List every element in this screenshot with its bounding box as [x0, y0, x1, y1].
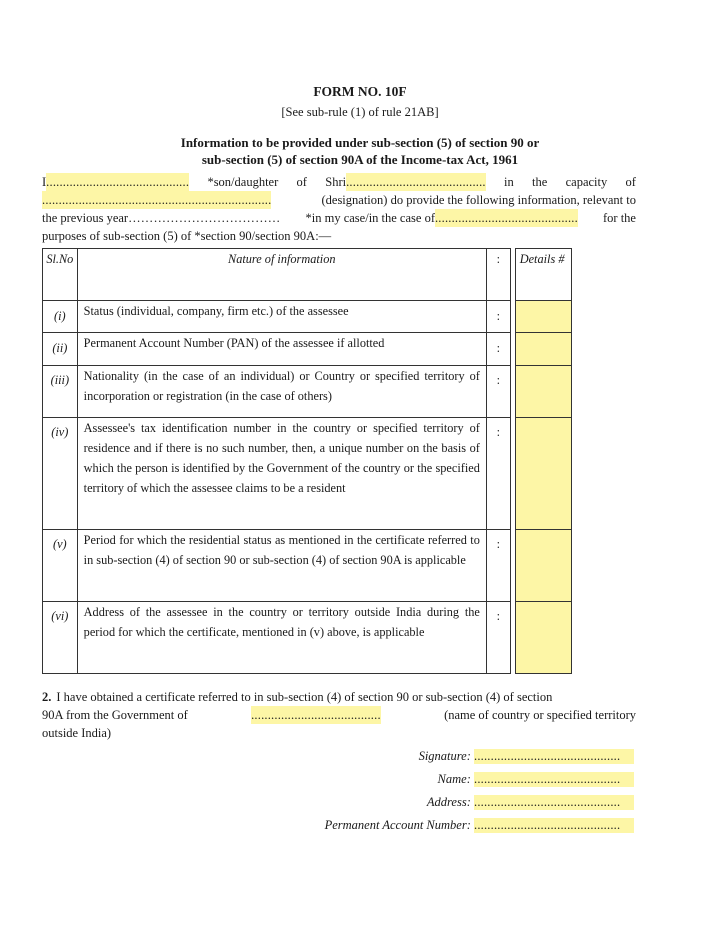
declaration-paragraph [42, 173, 636, 245]
address-field[interactable]: ............................................ [474, 795, 634, 810]
row-nature: Assessee's tax identification number in the country or specified territory of residence and if there is no such number, then, a unique number on the basis of which the person is identified by the Government of the country or the specified territory of which the assessee claims to be a resident [77, 418, 486, 530]
row-colon: : [486, 333, 510, 366]
pan-label: Permanent Account Number: [324, 818, 471, 832]
details-input[interactable] [515, 602, 571, 674]
header-slno: Sl.No [43, 249, 78, 301]
declaration-word: Shri [325, 175, 347, 189]
paragraph-2 [42, 688, 636, 742]
details-input[interactable] [515, 418, 571, 530]
declaration-text: (designation) do provide the following information, relevant to [321, 193, 636, 207]
row-nature: Status (individual, company, firm etc.) of the assessee [77, 301, 486, 333]
declaration-line-4 [42, 227, 636, 245]
declaration-word: the [532, 175, 548, 189]
header-nature: Nature of information [77, 249, 486, 301]
row-number: (v) [43, 530, 78, 602]
declaration-word: I [42, 175, 47, 189]
para2-line-1 [42, 688, 636, 706]
country-name-blank[interactable]: ....................................... [251, 708, 381, 722]
table-row [43, 366, 572, 418]
header-details: Details # [515, 249, 571, 301]
para2-text: outside India) [42, 726, 112, 740]
declaration-word: of [296, 175, 307, 189]
declaration-line-1 [42, 173, 636, 191]
signature-row [419, 749, 634, 764]
name-field[interactable]: ............................................ [474, 772, 634, 787]
declaration-word: in [504, 175, 514, 189]
name-row [438, 772, 634, 787]
para2-text: I have obtained a certificate referred to in sub-section (4) of section 90 or sub-section (4) of section [56, 690, 553, 704]
address-label: Address: [426, 795, 471, 809]
details-input[interactable] [515, 366, 571, 418]
name-label: Name: [437, 772, 471, 786]
table-row [43, 301, 572, 333]
table-row [43, 530, 572, 602]
row-colon: : [486, 530, 510, 602]
designation-blank[interactable]: ..................................................................... [42, 193, 272, 207]
assessee-name-blank[interactable]: ........................................... [46, 175, 190, 189]
para2-line-3 [42, 724, 636, 742]
details-input[interactable] [515, 530, 571, 602]
form-subtitle: [See sub-rule (1) of rule 21AB] [281, 105, 439, 119]
row-number: (vi) [43, 602, 78, 674]
row-number: (ii) [43, 333, 78, 366]
row-nature: Permanent Account Number (PAN) of the assessee if allotted [77, 333, 486, 366]
declaration-line-3 [42, 209, 636, 227]
table-header-row [43, 249, 572, 301]
row-colon: : [486, 366, 510, 418]
heading-line-1: Information to be provided under sub-section (5) of section 90 or [180, 135, 540, 150]
table-row [43, 602, 572, 674]
declaration-word: of [625, 175, 636, 189]
form-heading [0, 134, 720, 168]
father-name-blank[interactable]: .......................................... [346, 175, 486, 189]
signature-label: Signature: [418, 749, 471, 763]
declaration-text: *in my case/in the case of [305, 211, 435, 225]
row-nature: Nationality (in the case of an individual) or Country or specified territory of incorporation or registration (in the case of others) [77, 366, 486, 418]
heading-line-2: sub-section (5) of section 90A of the Income-tax Act, 1961 [201, 152, 519, 167]
declaration-word: capacity [565, 175, 608, 189]
declaration-line-2 [42, 191, 636, 209]
row-number: (i) [43, 301, 78, 333]
row-colon: : [486, 418, 510, 530]
row-colon: : [486, 301, 510, 333]
pan-field[interactable]: ............................................ [474, 818, 634, 833]
previous-year-blank[interactable]: ……………………………… [128, 211, 281, 225]
declaration-text: the previous year [42, 211, 129, 225]
table-row [43, 418, 572, 530]
table-row [43, 333, 572, 366]
para2-number: 2. [42, 690, 52, 704]
row-nature: Address of the assessee in the country or territory outside India during the period for which the certificate, mentioned in (v) above, is applicable [77, 602, 486, 674]
row-nature: Period for which the residential status as mentioned in the certificate referred to in sub-section (4) of section 90 or sub-section (4) of section 90A is applicable [77, 530, 486, 602]
para2-text: 90A from the Government of [42, 708, 188, 722]
address-row [427, 795, 634, 810]
declaration-word: *son/daughter [207, 175, 279, 189]
information-table [42, 248, 572, 674]
signature-field[interactable]: ............................................ [474, 749, 634, 764]
para2-line-2 [42, 706, 636, 724]
para2-text: (name of country or specified territory [444, 708, 636, 722]
details-input[interactable] [515, 301, 571, 333]
pan-row [325, 818, 634, 833]
declaration-text: purposes of sub-section (5) of *section 90/section 90A:— [42, 229, 332, 243]
form-title: FORM NO. 10F [313, 84, 407, 99]
case-of-blank[interactable]: ........................................... [434, 211, 578, 225]
declaration-text: for the [603, 211, 636, 225]
row-number: (iii) [43, 366, 78, 418]
details-input[interactable] [515, 333, 571, 366]
row-number: (iv) [43, 418, 78, 530]
row-colon: : [486, 602, 510, 674]
header-colon: : [486, 249, 510, 301]
